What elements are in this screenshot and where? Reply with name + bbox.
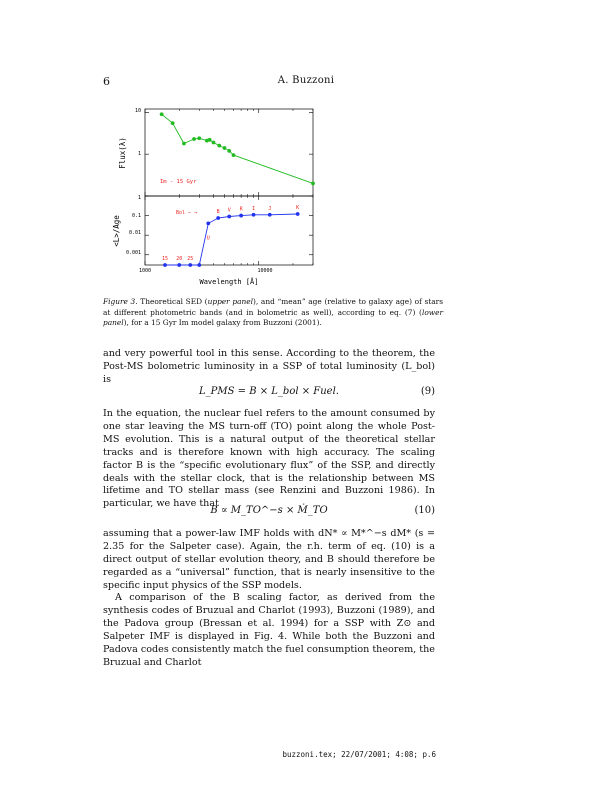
caption-text-2: ), and “mean” age (relative to galaxy age) of stars at different photometric bands (and in bolometric as well), according to eq. (7) ( — [103, 297, 443, 317]
lower-age-points — [163, 212, 299, 267]
upper-sed-point-11 — [232, 153, 236, 157]
upper-sed-point-1 — [171, 121, 175, 125]
equation-10 — [103, 505, 435, 519]
paragraph-3 — [103, 528, 435, 593]
lower-xtick-label-1000: 1000 — [138, 268, 152, 274]
lower-ytick-label-0: 0.001 — [125, 250, 141, 256]
bol-label: Bol — → — [176, 210, 198, 216]
band-label-v: V — [227, 207, 231, 214]
caption-lower-panel: lower panel — [103, 307, 443, 327]
upper-ylabel: Flux(λ) — [118, 137, 127, 169]
band-label-k: K — [296, 205, 300, 212]
band-label-r: R — [239, 206, 243, 213]
upper-ytick-label-10: 10 — [134, 108, 141, 114]
paragraph-1 — [103, 348, 435, 387]
band-label-15: 15 — [162, 256, 169, 262]
lower-ytick-label-3: 1 — [137, 195, 141, 201]
band-label-b: B — [216, 209, 220, 216]
lower-age-point-9 — [268, 213, 272, 217]
lower-age-point-0 — [163, 263, 167, 267]
figure-caption — [103, 297, 443, 329]
figure-3-svg — [100, 100, 330, 295]
upper-sed-point-8 — [217, 144, 221, 148]
paragraph-1-text: and very powerful tool in this sense. According to the theorem, the Post-MS bolometric luminosity in a SSP of total luminosity (L_bol) is — [103, 348, 435, 385]
lower-age-point-5 — [216, 216, 220, 220]
band-label-i: I — [252, 205, 256, 212]
lower-panel-frame — [145, 196, 313, 265]
lower-age-point-3 — [197, 263, 201, 267]
caption-text-1: Theoretical SED ( — [137, 297, 208, 306]
lower-ylabel: <L>/Age — [112, 215, 121, 247]
upper-sed-point-4 — [197, 136, 201, 140]
paragraph-4 — [103, 592, 435, 669]
lower-age-point-8 — [252, 213, 256, 217]
lower-age-point-7 — [239, 214, 243, 218]
caption-upper-panel: upper panel — [207, 297, 254, 306]
lower-age-point-6 — [227, 215, 231, 219]
band-label-20: 20 — [176, 256, 183, 262]
lower-ticks — [145, 196, 313, 265]
upper-annotation: Im - 15 Gyr — [160, 179, 197, 185]
upper-sed-point-9 — [223, 146, 227, 150]
caption-label: Figure 3. — [103, 297, 138, 306]
equation-9-number: (9) — [420, 386, 435, 397]
lower-age-point-2 — [188, 263, 192, 267]
lower-age-line — [165, 214, 298, 265]
equation-9 — [103, 386, 435, 400]
upper-sed-point-10 — [227, 149, 231, 153]
band-label-j: J — [268, 205, 272, 212]
lower-ytick-label-2: 0.1 — [131, 213, 141, 219]
running-head: A. Buzzoni — [277, 75, 335, 86]
figure-3 — [100, 100, 330, 295]
upper-sed-point-6 — [208, 138, 212, 142]
paragraph-3-text: assuming that a power-law IMF holds with dN* ∝ M*^−s dM* (s = 2.35 for the Salpeter case). Again, the r.h. term of eq. (10) is a direct output of stellar evolution theory, and B should therefore be regarded as a “universal” function, that is nearly insensitive to the specific input physics of the SSP models. — [103, 528, 435, 591]
paragraph-2-text: In the equation, the nuclear fuel refers to the amount consumed by one star leaving the MS turn-off (TO) point along the whole Post-MS evolution. This is a natural output of the theoretical stellar tracks and is therefore known with high accuracy. The scaling factor B is the “specific evolutionary flux” of the SSP, and directly deals with the stellar clock, that is the relationship between MS lifetime and TO stellar mass (see Renzini and Buzzoni 1986). In particular, we have that — [103, 408, 435, 510]
paragraph-2 — [103, 408, 435, 511]
caption-text-3: ), for a 15 Gyr Im model galaxy from Buzzoni (2001). — [123, 318, 322, 327]
page-footer: buzzoni.tex; 22/07/2001; 4:08; p.6 — [282, 750, 436, 759]
lower-age-point-1 — [177, 263, 181, 267]
paragraph-4-text: A comparison of the B scaling factor, as derived from the synthesis codes of Bruzual and Charlot (1993), Buzzoni (1989), and the Padova group (Bressan et al. 1994) for a SSP with Z⊙ and Salpeter IMF is displayed in Fig. 4. While both the Buzzoni and Padova codes consistently match the fuel consumption theorem, the Bruzual and Charlot — [103, 592, 435, 668]
upper-sed-point-0 — [160, 112, 164, 116]
upper-sed-point-3 — [192, 137, 196, 141]
band-label-25: 25 — [187, 256, 194, 262]
lower-xlabel: Wavelength [Å] — [199, 278, 259, 286]
lower-ytick-label-1: 0.01 — [128, 230, 141, 236]
upper-sed-points — [160, 112, 315, 185]
upper-sed-point-12 — [311, 182, 315, 186]
equation-9-body: L_PMS = B × L_bol × Fuel. — [199, 386, 339, 397]
equation-10-body: B ∝ M_TO^−s × Ṁ_TO — [210, 505, 328, 516]
upper-sed-point-2 — [182, 142, 186, 146]
lower-age-point-10 — [296, 212, 300, 216]
upper-sed-point-7 — [212, 141, 216, 145]
equation-10-number: (10) — [414, 505, 435, 516]
band-label-u: U — [206, 235, 210, 242]
lower-age-point-4 — [206, 221, 210, 225]
upper-ytick-label-1: 1 — [137, 151, 141, 157]
page-number: 6 — [103, 75, 110, 88]
lower-xtick-label-10000: 10000 — [257, 268, 273, 274]
upper-sed-line — [162, 114, 313, 183]
